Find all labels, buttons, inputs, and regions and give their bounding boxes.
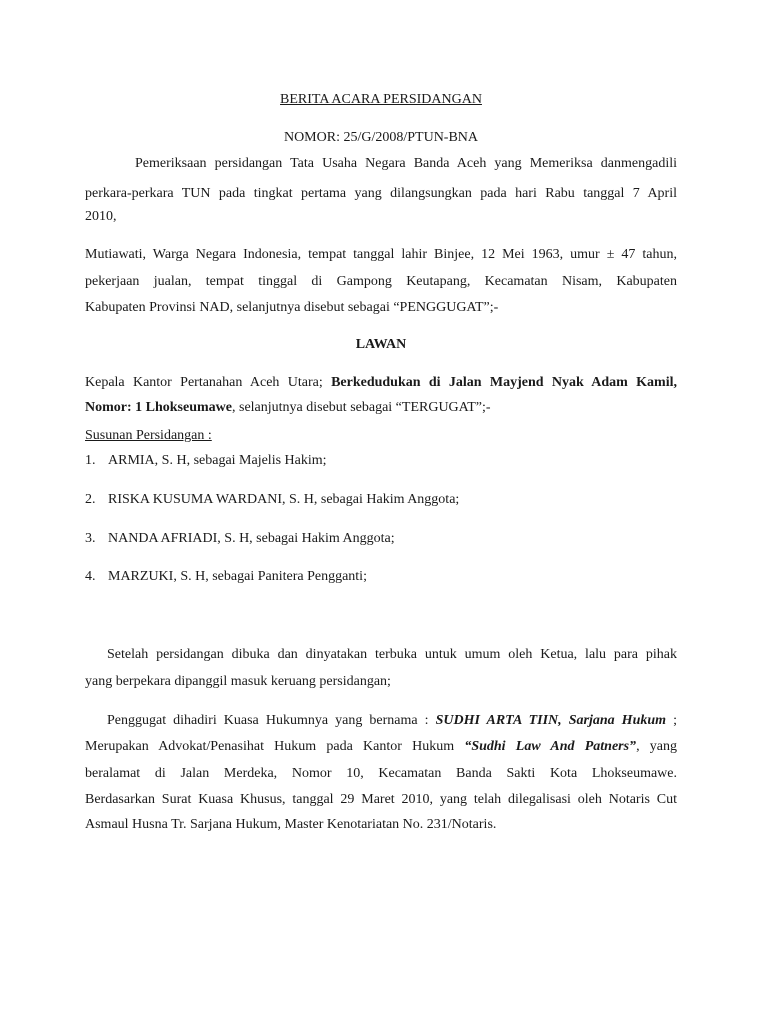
intro-line-3: 2010, <box>85 209 117 224</box>
list-item-text: RISKA KUSUMA WARDANI, S. H, sebagai Hakim Anggota; <box>108 492 460 507</box>
penggugat-line-3: Kabupaten Provinsi NAD, selanjutnya disebut sebagai “PENGGUGAT”;- <box>85 300 499 315</box>
tergugat-line-1 <box>85 371 677 395</box>
list-item-number: 2. <box>85 492 96 507</box>
kuasa-line-3: beralamat di Jalan Merdeka, Nomor 10, Kecamatan Banda Sakti Kota Lhokseumawe. <box>85 766 677 781</box>
list-item <box>85 567 677 587</box>
list-item <box>85 490 677 510</box>
setelah-line-2: yang berpekara dipanggil masuk keruang persidangan; <box>85 674 391 689</box>
document-title <box>85 88 677 112</box>
document-number: NOMOR: 25/G/2008/PTUN-BNA <box>283 130 479 145</box>
tergugat-suffix: , selanjutnya disebut sebagai “TERGUGAT”;- <box>232 400 491 415</box>
kuasa-suffix: ; <box>666 713 678 728</box>
list-item <box>85 529 677 549</box>
kuasa-office-suffix: , yang <box>636 739 677 754</box>
penggugat-line-2: pekerjaan jualan, tempat tinggal di Gampong Keutapang, Kecamatan Nisam, Kabupaten <box>85 274 677 289</box>
tergugat-address: Berkedudukan di Jalan Mayjend Nyak Adam Kamil, <box>331 375 677 390</box>
list-item-text: NANDA AFRIADI, S. H, sebagai Hakim Anggota; <box>108 531 395 546</box>
kuasa-line-4: Berdasarkan Surat Kuasa Khusus, tanggal 29 Maret 2010, yang telah dilegalisasi oleh Notaris Cut <box>85 792 677 807</box>
tergugat-prefix: Kepala Kantor Pertanahan Aceh Utara; <box>85 375 332 390</box>
susunan-heading <box>85 424 677 448</box>
kuasa-line-2 <box>85 735 677 759</box>
list-item <box>85 451 677 471</box>
kuasa-firm: “Sudhi Law And Patners” <box>464 739 637 754</box>
setelah-line-1: Setelah persidangan dibuka dan dinyatakan terbuka untuk umum oleh Ketua, lalu para pihak <box>107 647 677 662</box>
susunan-heading-text: Susunan Persidangan : <box>85 428 212 443</box>
list-item-number: 4. <box>85 569 96 584</box>
kuasa-line-5: Asmaul Husna Tr. Sarjana Hukum, Master Kenotariatan No. 231/Notaris. <box>85 817 497 832</box>
intro-line-1: Pemeriksaan persidangan Tata Usaha Negara Banda Aceh yang Memeriksa danmengadili <box>135 156 677 171</box>
lawan-heading: LAWAN <box>355 337 407 352</box>
intro-line-2: perkara-perkara TUN pada tingkat pertama yang dilangsungkan pada hari Rabu tanggal 7 April <box>85 186 677 201</box>
list-item-text: MARZUKI, S. H, sebagai Panitera Pengganti; <box>108 569 367 584</box>
kuasa-name: SUDHI ARTA TIIN, Sarjana Hukum <box>435 713 667 728</box>
list-item-number: 1. <box>85 453 96 468</box>
tergugat-address-number: Nomor: 1 Lhokseumawe <box>85 400 232 415</box>
kuasa-office-prefix: Merupakan Advokat/Penasihat Hukum pada Kantor Hukum <box>85 739 465 754</box>
list-item-text: ARMIA, S. H, sebagai Majelis Hakim; <box>108 453 327 468</box>
title-text: BERITA ACARA PERSIDANGAN <box>280 92 482 107</box>
penggugat-line-1: Mutiawati, Warga Negara Indonesia, tempat tanggal lahir Binjee, 12 Mei 1963, umur ± 47 tahun, <box>85 247 677 262</box>
tergugat-line-2 <box>85 396 677 420</box>
kuasa-prefix: Penggugat dihadiri Kuasa Hukumnya yang bernama : <box>107 713 436 728</box>
list-item-number: 3. <box>85 531 96 546</box>
kuasa-line-1 <box>85 709 677 733</box>
